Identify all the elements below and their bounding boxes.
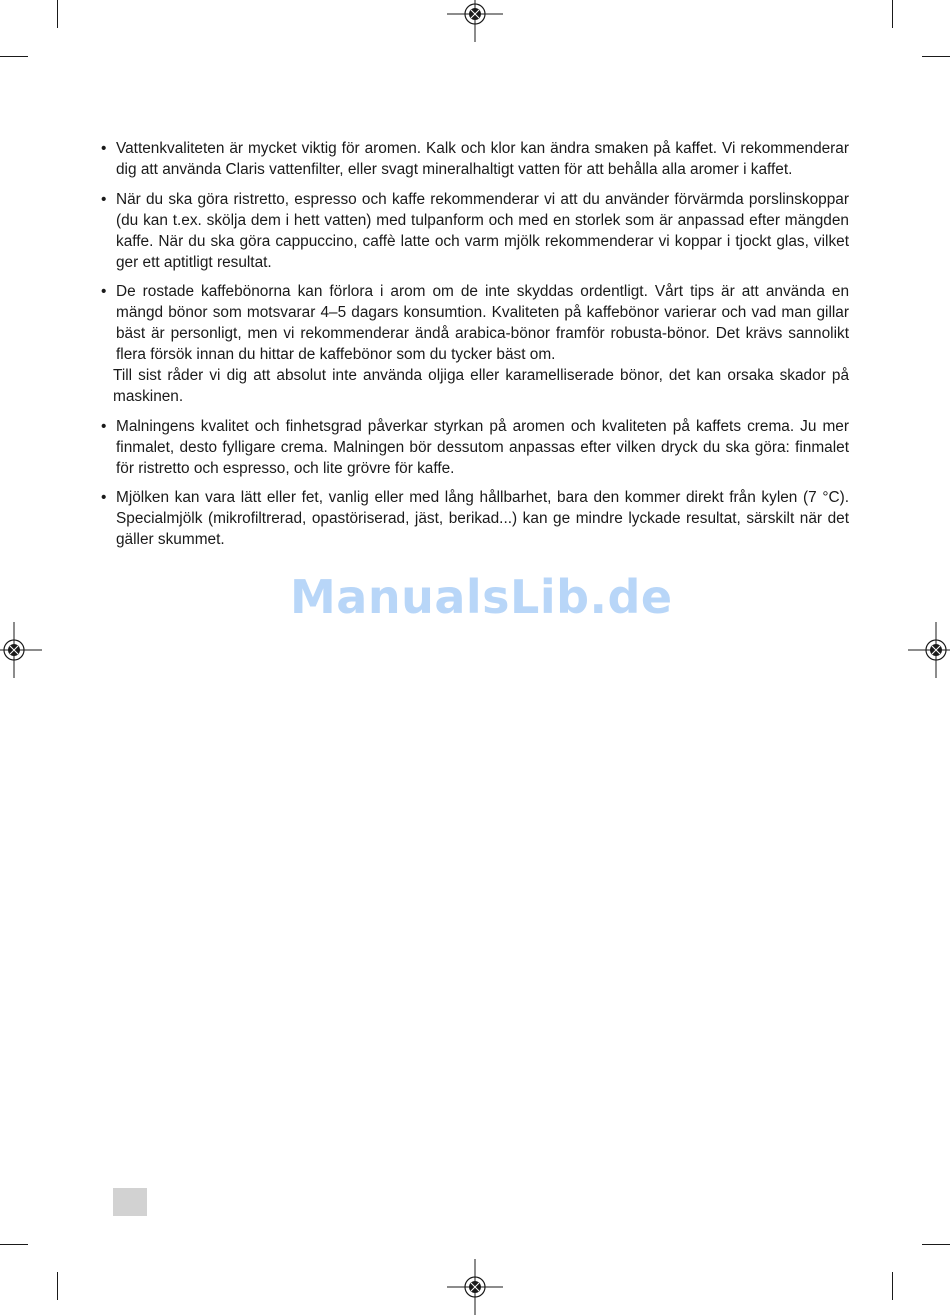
crop-mark-bottom-right-h	[922, 1244, 950, 1245]
paragraph: Vattenkvaliteten är mycket viktig för aromen. Kalk och klor kan ändra smaken på kaffet. Vi rekommenderar dig att använda Claris vattenfilter, eller svagt mineralhaltigt vatten för att behålla alla aromer i kaffet.	[116, 140, 849, 178]
bullet-item-water-quality	[100, 138, 849, 180]
bullet-item-milk	[100, 487, 849, 550]
crop-mark-top-right	[892, 0, 893, 28]
paragraph: Mjölken kan vara lätt eller fet, vanlig eller med lång hållbarhet, bara den kommer direkt från kylen (7 °C). Specialmjölk (mikrofiltrerad, opastöriserad, jäst, berikad...) kan ge mindre lyckade resultat, särskilt när det gäller skummet.	[116, 489, 849, 548]
bullet-item-coffee-beans	[100, 281, 849, 407]
crop-mark-top-left-h	[0, 56, 28, 57]
paragraph: Malningens kvalitet och finhetsgrad påverkar styrkan på aromen och kvaliteten på kaffets crema. Ju mer finmalet, desto fylligare crema. Malningen bör dessutom anpassas efter vilken dryck du ska göra: finmalet för ristretto och espresso, och lite grövre för kaffe.	[116, 417, 849, 477]
bullet-symbol: •	[101, 190, 107, 208]
paragraph: När du ska göra ristretto, espresso och kaffe rekommenderar vi att du använder förvärmda porslinskoppar (du kan t.ex. skölja dem i hett vatten) med tulpanform och med en storlek som är anpassad efter mängden kaffe. När du ska göra cappuccino, caffè latte och varm mjölk rekommenderar vi koppar i tjockt glas, vilket ger ett aptitligt resultat.	[116, 190, 849, 271]
crop-mark-top-left	[57, 0, 58, 28]
crop-mark-bottom-right	[892, 1272, 893, 1300]
registration-mark-icon	[0, 622, 42, 678]
bullet-symbol: •	[101, 489, 107, 506]
bullet-symbol: •	[101, 417, 107, 435]
bullet-item-cups	[100, 189, 849, 273]
registration-mark-icon	[908, 622, 950, 678]
bullet-symbol: •	[101, 140, 107, 157]
bullet-symbol: •	[101, 283, 107, 300]
crop-mark-bottom-left-h	[0, 1244, 28, 1245]
paragraph-continuation: Till sist råder vi dig att absolut inte använda oljiga eller karamelliserade bönor, det kan orsaka skador på maskinen.	[113, 367, 849, 405]
crop-mark-top-right-h	[922, 56, 950, 57]
body-text	[100, 138, 849, 559]
watermark-logo: ManualsLib.de	[290, 570, 673, 624]
paragraph: De rostade kaffebönorna kan förlora i arom om de inte skyddas ordentligt. Vårt tips är att använda en mängd bönor som motsvarar 4–5 dagars konsumtion. Kvaliteten på kaffebönor varierar och vad man gillar bäst är personligt, men vi rekommenderar ändå arabica-bönor framför robusta-bönor. Det krävs sannolikt flera försök innan du hittar de kaffebönor som du tycker bäst om.	[116, 283, 849, 363]
bullet-item-grinding	[100, 416, 849, 479]
registration-mark-icon	[447, 0, 503, 42]
registration-mark-icon	[447, 1259, 503, 1315]
page-number-tab	[113, 1188, 147, 1216]
crop-mark-bottom-left	[57, 1272, 58, 1300]
